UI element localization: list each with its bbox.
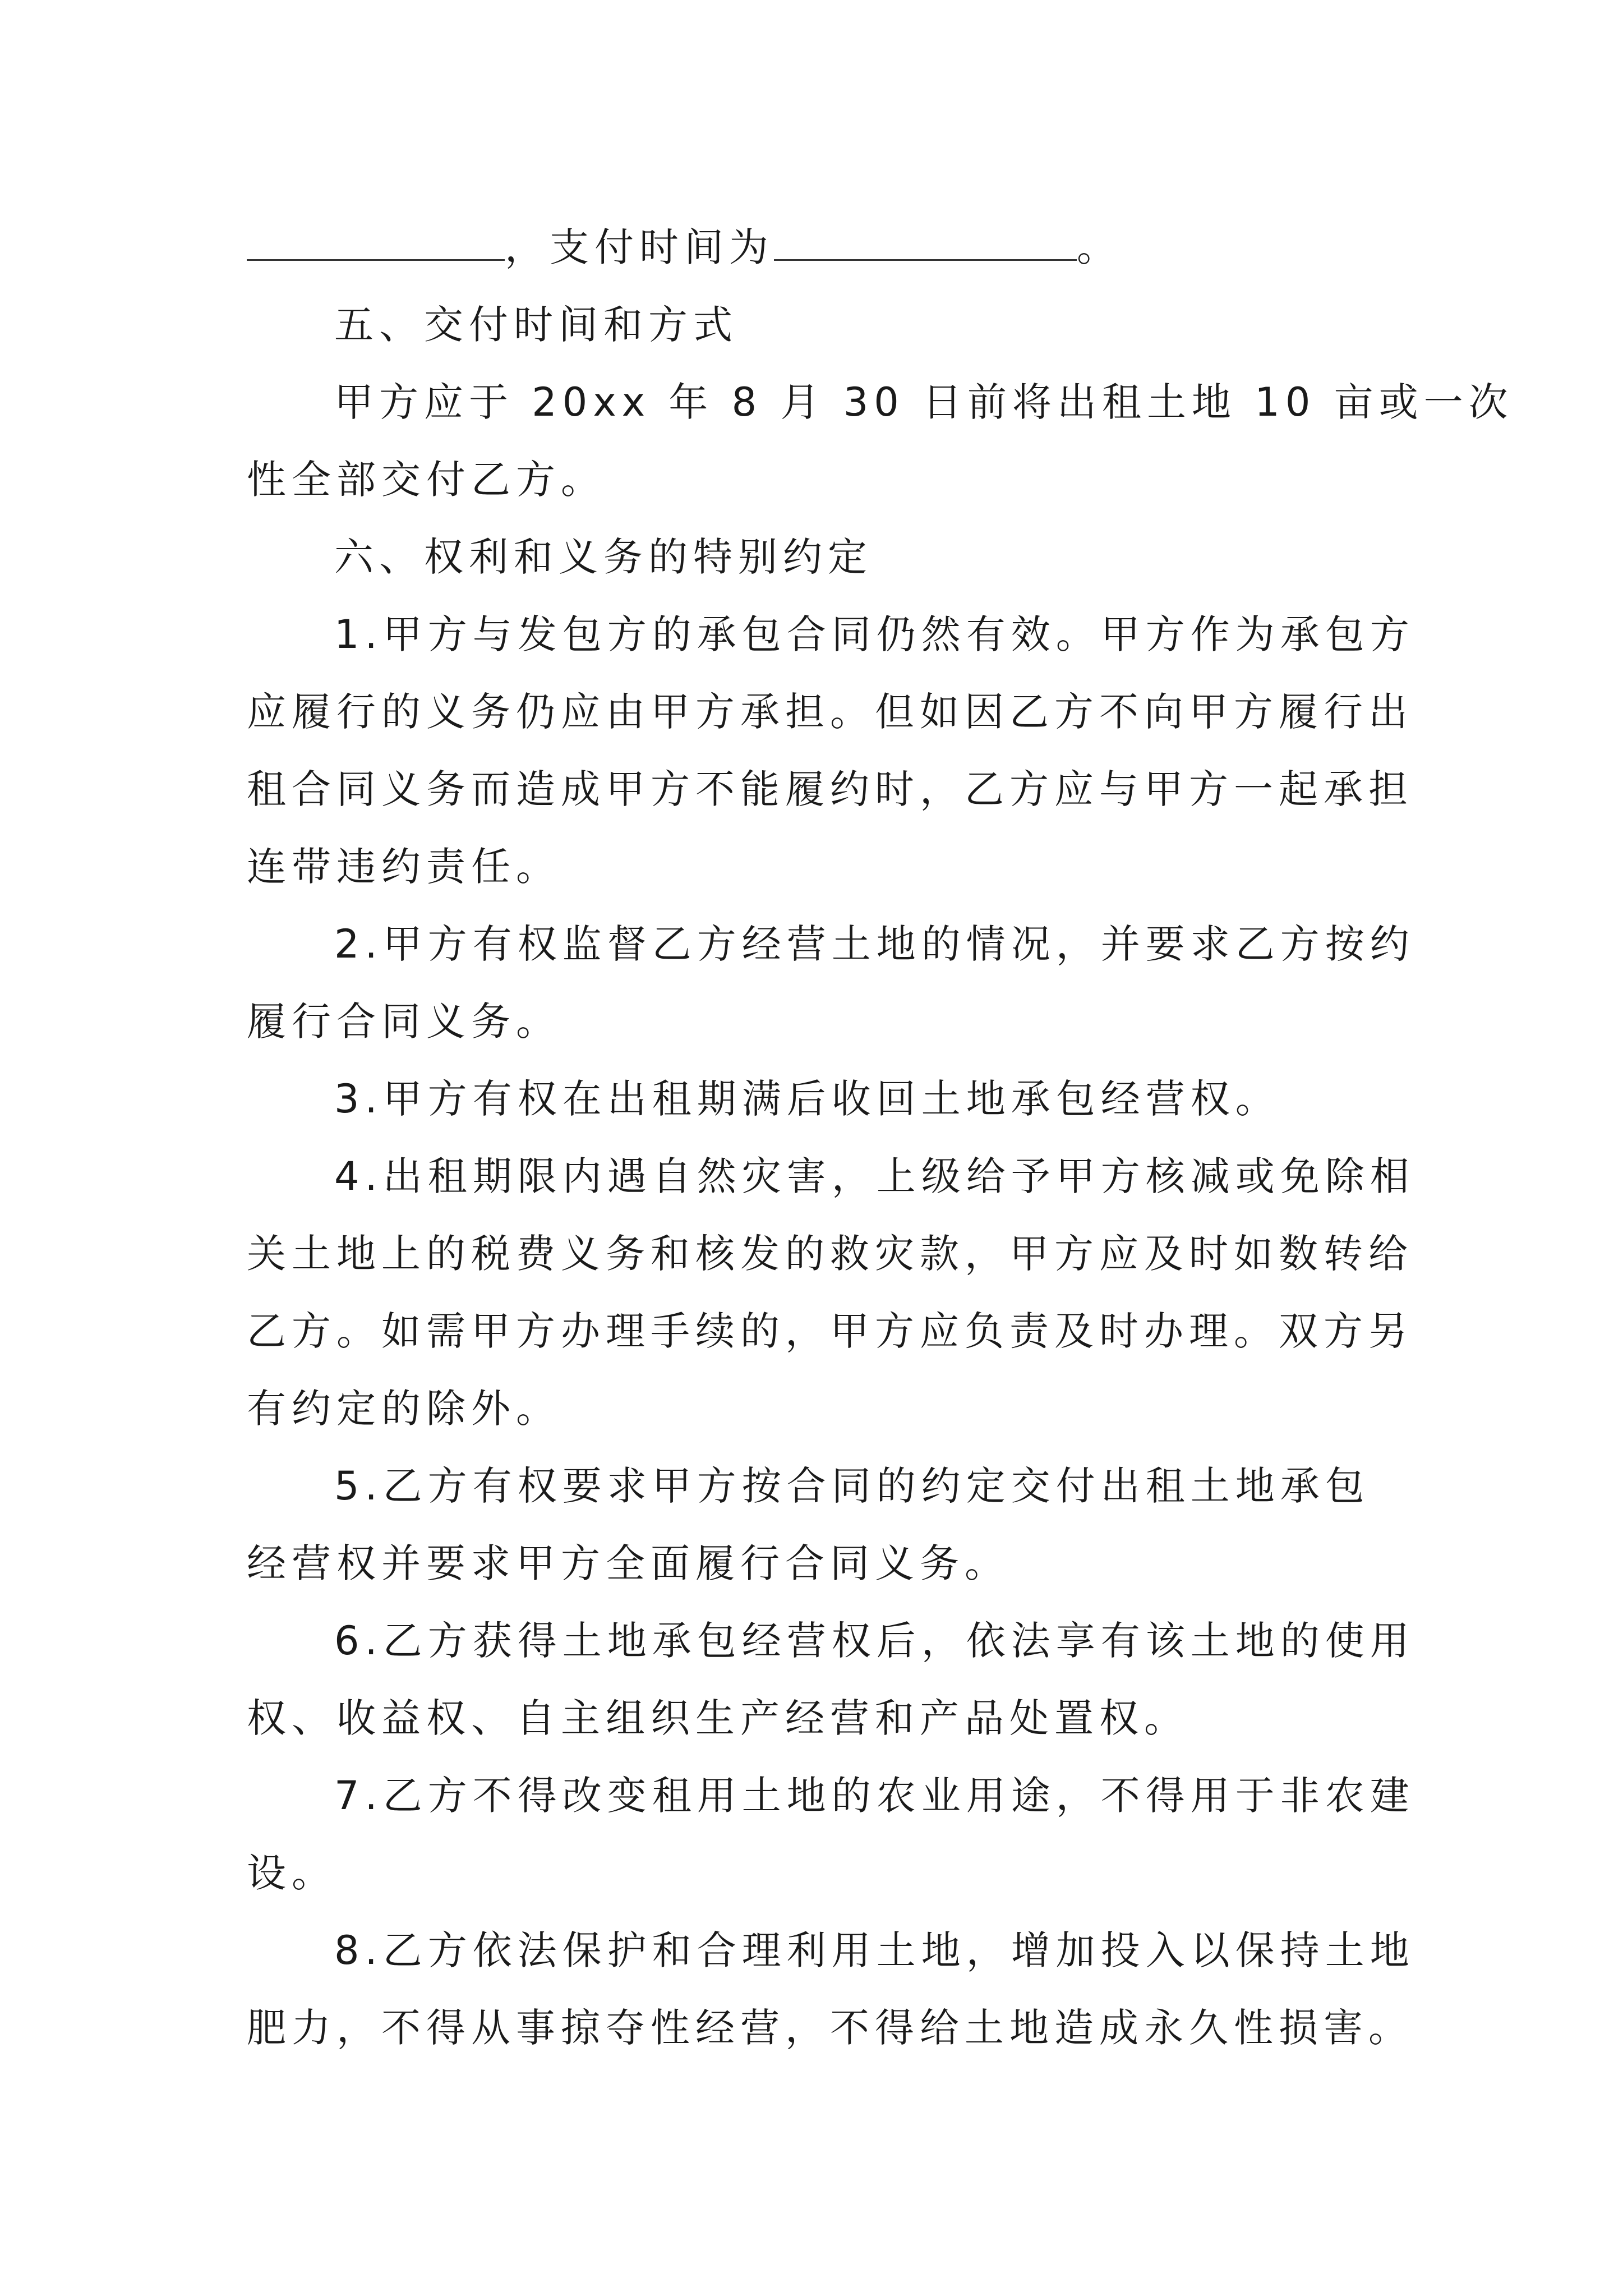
item-3-line: 3.甲方有权在出租期满后收回土地承包经营权。: [334, 1076, 1280, 1122]
section-heading-5: 五、交付时间和方式: [334, 302, 738, 348]
item-6-line: 6.乙方获得土地承包经营权后，依法享有该土地的使用: [334, 1618, 1415, 1664]
item-8-line: 肥力，不得从事掠夺性经营，不得给土地造成永久性损害。: [247, 2005, 1413, 2051]
item-7-line: 设。: [247, 1850, 336, 1896]
item-5-line: 5.乙方有权要求甲方按合同的约定交付出租土地承包: [334, 1463, 1370, 1509]
item-8-line: 8.乙方依法保护和合理利用土地，增加投入以保持土地: [334, 1927, 1415, 1973]
item-2-line: 履行合同义务。: [247, 999, 561, 1045]
paragraph-line: 性全部交付乙方。: [247, 457, 606, 503]
contract-body: [247, 209, 1514, 2067]
item-4-line: 4.出租期限内遇自然灾害，上级给予甲方核减或免除相: [334, 1153, 1415, 1199]
item-2-line: 2.甲方有权监督乙方经营土地的情况，并要求乙方按约: [334, 921, 1415, 967]
section-heading-6: 六、权利和义务的特别约定: [334, 534, 873, 580]
item-5-line: 经营权并要求甲方全面履行合同义务。: [247, 1540, 1009, 1586]
item-1-line: 租合同义务而造成甲方不能履约时，乙方应与甲方一起承担: [247, 766, 1413, 812]
blank-field-payment-time: [774, 224, 1077, 261]
item-4-line: 有约定的除外。: [247, 1386, 561, 1432]
payment-time-end: 。: [1077, 224, 1122, 270]
payment-time-label: ，支付时间为: [505, 224, 774, 270]
item-4-line: 关土地上的税费义务和核发的救灾款，甲方应及时如数转给: [247, 1231, 1413, 1277]
payment-time-line: [247, 209, 1402, 286]
item-7-line: 7.乙方不得改变租用土地的农业用途，不得用于非农建: [334, 1773, 1415, 1819]
item-6-line: 权、收益权、自主组织生产经营和产品处置权。: [247, 1695, 1189, 1741]
item-1-line: 连带违约责任。: [247, 844, 561, 890]
item-1-line: 应履行的义务仍应由甲方承担。但如因乙方不向甲方履行出: [247, 689, 1413, 735]
blank-field-amount: [247, 224, 505, 261]
paragraph-line: 甲方应于 20xx 年 8 月 30 日前将出租土地 10 亩或一次: [334, 379, 1514, 425]
item-4-line: 乙方。如需甲方办理手续的，甲方应负责及时办理。双方另: [247, 1308, 1413, 1354]
item-1-line: 1.甲方与发包方的承包合同仍然有效。甲方作为承包方: [334, 611, 1415, 657]
